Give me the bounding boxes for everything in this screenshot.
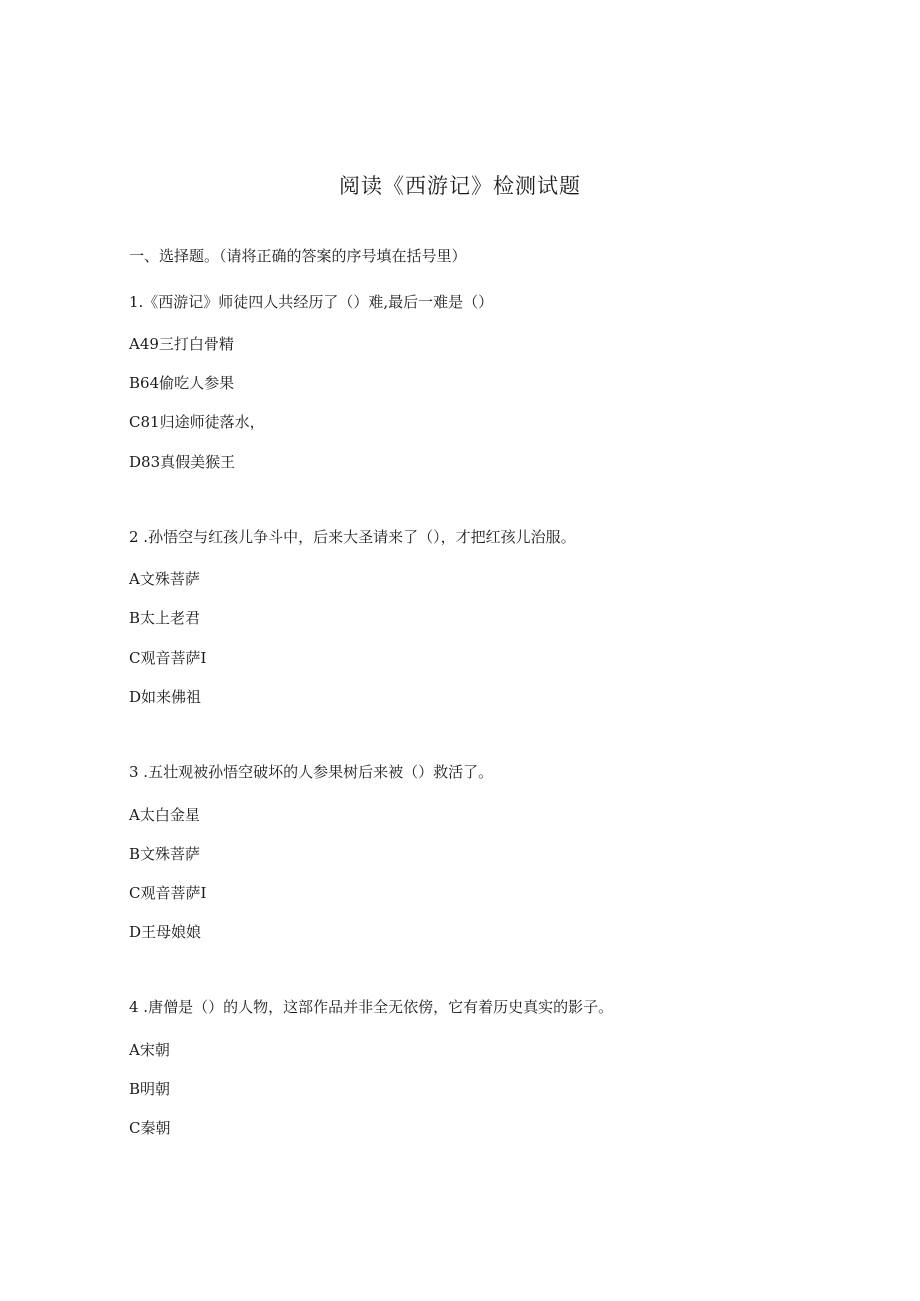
question-3-option-a: A太白金星 <box>129 806 200 824</box>
question-2-option-b: B太上老君 <box>129 609 201 627</box>
question-4: 4 .唐僧是（）的人物，这部作品并非全无依傍，它有着历史真实的影子。 <box>129 998 614 1016</box>
question-1-option-a: A49三打白骨精 <box>129 335 234 353</box>
page-title: 阅读《西游记》检测试题 <box>339 174 581 198</box>
question-4-option-b: B明朝 <box>129 1080 171 1098</box>
question-1-option-c: C81归途师徒落水， <box>129 413 265 431</box>
question-4-option-a: A宋朝 <box>129 1041 170 1059</box>
question-2: 2 .孙悟空与红孩儿争斗中，后来大圣请来了（），才把红孩儿治服。 <box>129 528 576 546</box>
question-1-option-b: B64偷吃人参果 <box>129 374 235 392</box>
question-3-option-b: B文殊菩萨 <box>129 845 201 863</box>
question-2-option-c: C观音菩萨I <box>129 649 207 667</box>
question-3-option-c: C观音菩萨I <box>129 884 207 902</box>
question-1-option-d: D83真假美猴王 <box>129 453 236 471</box>
question-1: 1.《西游记》师徒四人共经历了（）难,最后一难是（） <box>129 293 494 311</box>
question-3-option-d: D王母娘娘 <box>129 923 202 941</box>
section-heading: 一、选择题。（请将正确的答案的序号填在括号里） <box>129 247 467 265</box>
question-2-option-d: D如来佛祖 <box>129 688 202 706</box>
question-4-option-c: C秦朝 <box>129 1119 171 1137</box>
question-2-option-a: A文殊菩萨 <box>129 570 200 588</box>
question-3: 3 .五壮观被孙悟空破坏的人参果树后来被（）救活了。 <box>129 763 494 781</box>
